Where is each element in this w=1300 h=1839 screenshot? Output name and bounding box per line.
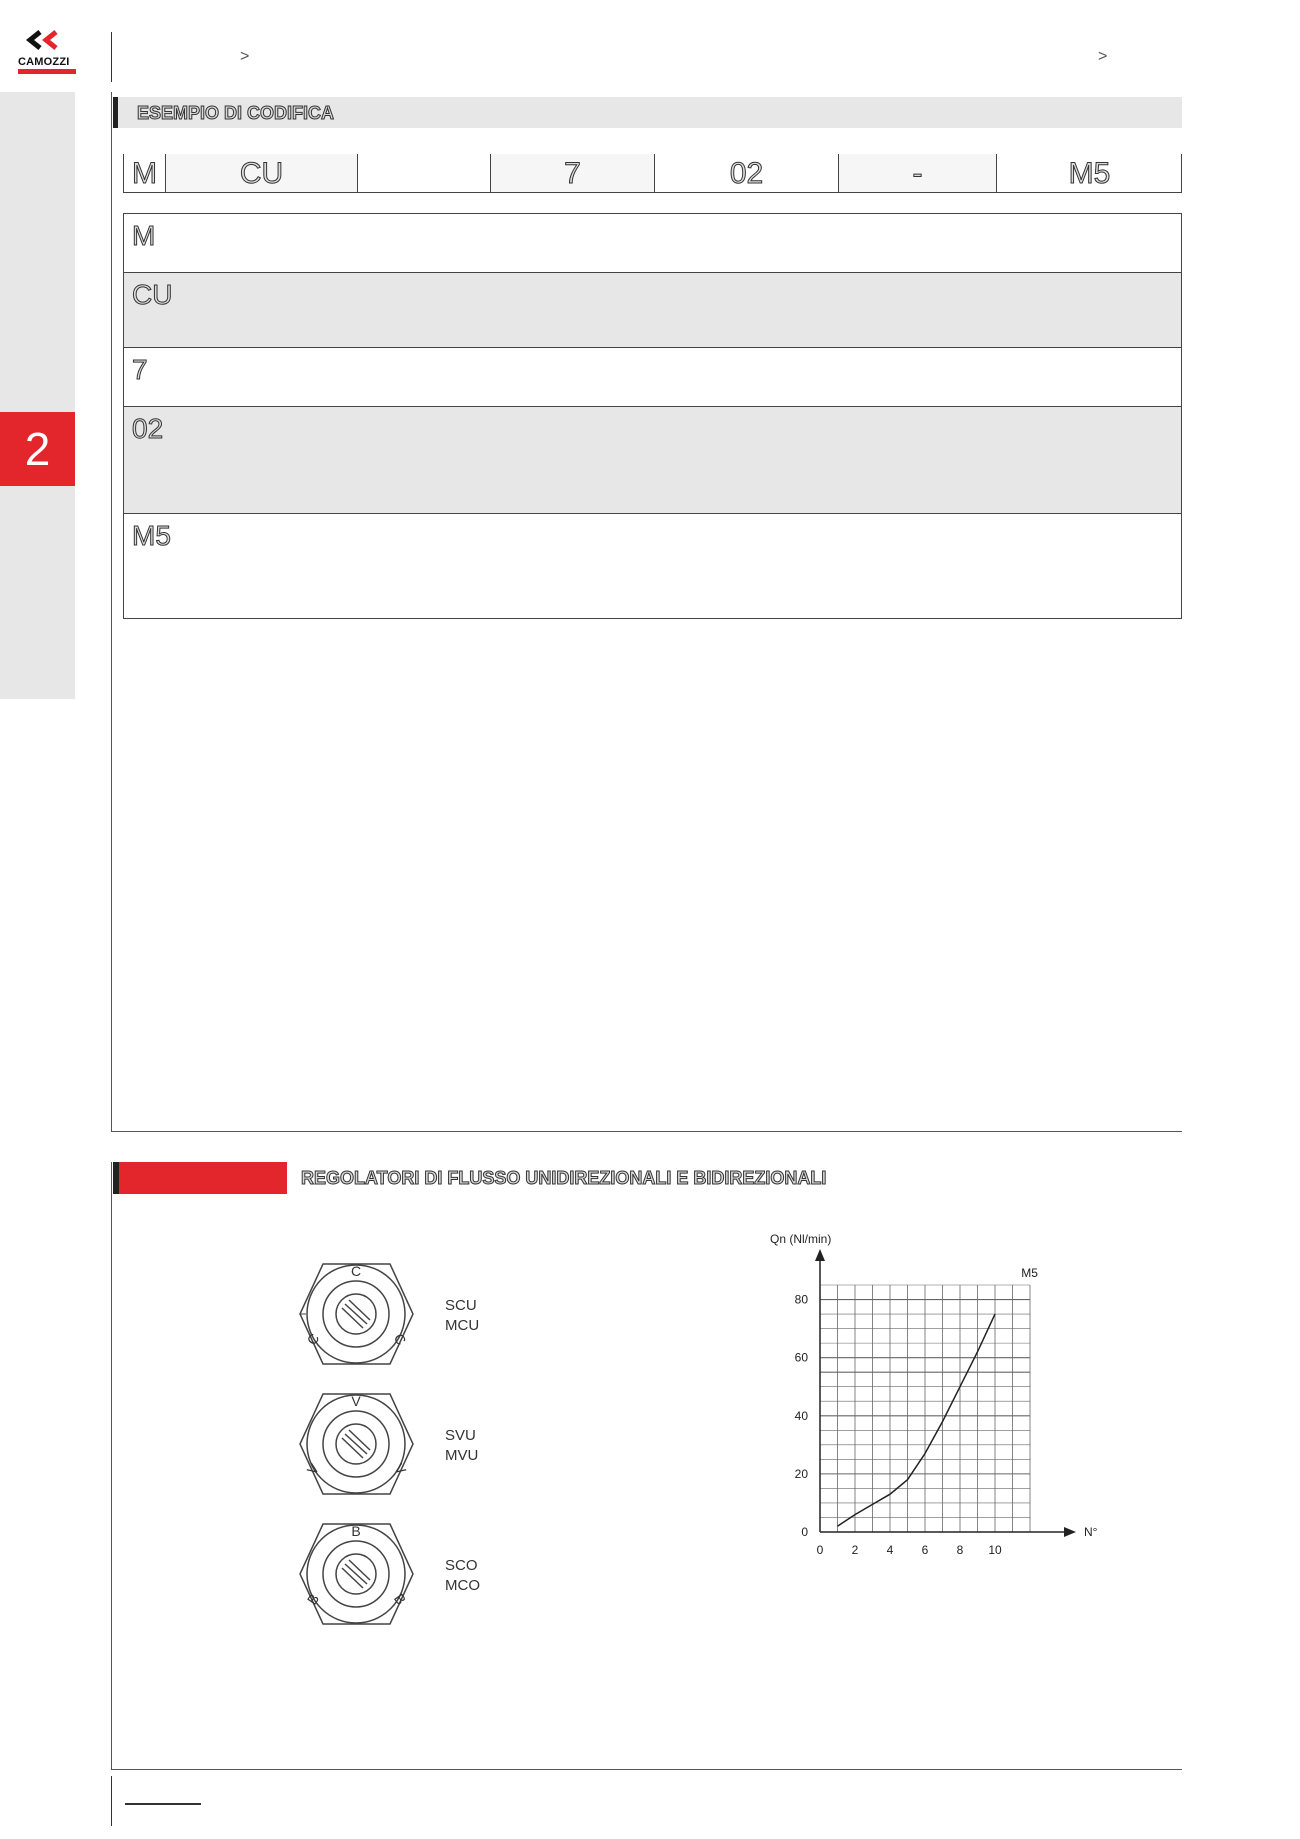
valve-letter: C — [390, 1330, 410, 1348]
section-red-bar — [119, 1162, 287, 1194]
x-axis-arrow-icon — [1064, 1527, 1076, 1537]
valve-model: SCU — [445, 1297, 477, 1314]
valve-model: SVU — [445, 1427, 476, 1444]
code-cell: M5 — [996, 154, 1182, 193]
valve-v-icon — [300, 1393, 478, 1494]
valve-letter: B — [351, 1523, 361, 1539]
chapter-tab[interactable]: 2 — [0, 412, 75, 486]
code-description-table — [123, 213, 1182, 619]
section2-bottom-rule — [111, 1769, 1182, 1770]
valve-model: MVU — [445, 1447, 479, 1464]
valve-letter: B — [303, 1590, 323, 1608]
table-row — [124, 273, 1181, 348]
section-marker — [113, 97, 118, 128]
series-line-m5 — [838, 1314, 996, 1526]
valve-letter: V — [390, 1460, 410, 1478]
valve-model: MCU — [445, 1317, 480, 1334]
brand-name: CAMOZZI — [18, 56, 70, 68]
x-tick-label: 10 — [988, 1543, 1002, 1557]
valve-letter: B — [390, 1590, 410, 1608]
x-axis-label: N° — [1084, 1525, 1098, 1539]
section-title: ESEMPIO DI CODIFICA — [137, 103, 335, 123]
y-tick-label: 40 — [794, 1408, 808, 1423]
y-tick-label: 20 — [794, 1466, 808, 1481]
section1-bottom-rule — [111, 1131, 1182, 1132]
x-tick-label: 6 — [921, 1543, 929, 1557]
x-tick-label: 4 — [886, 1543, 894, 1557]
section-title: REGOLATORI DI FLUSSO UNIDIREZIONALI E BIDIREZIONALI — [301, 1168, 827, 1188]
valve-letter: C — [303, 1330, 323, 1348]
breadcrumb-right[interactable]: > — [1098, 48, 1108, 65]
table-row — [124, 214, 1181, 273]
row-code: 7 — [132, 354, 148, 385]
code-cell: CU — [165, 154, 357, 193]
y-axis-label: Qn (Nl/min) — [770, 1232, 832, 1246]
breadcrumb-left[interactable]: > — [240, 48, 250, 65]
row-code: M — [132, 220, 156, 251]
section2-left-rule — [111, 1162, 112, 1769]
table-row — [124, 514, 1181, 618]
code-cell: 7 — [490, 154, 654, 193]
y-axis-arrow-icon — [815, 1249, 825, 1261]
flow-chart — [760, 1230, 1120, 1650]
code-row-endline — [1181, 154, 1182, 193]
code-example-row — [123, 154, 1182, 193]
code-row-baseline — [123, 192, 1182, 193]
series-label: M5 — [1021, 1266, 1038, 1280]
code-cell: 02 — [654, 154, 838, 193]
code-cell: M — [123, 154, 165, 193]
code-cell — [357, 154, 490, 193]
brand-bar — [18, 69, 76, 74]
code-cell: - — [838, 154, 996, 193]
header-divider — [111, 32, 112, 82]
x-tick-label: 8 — [956, 1543, 964, 1557]
row-code: CU — [132, 279, 173, 310]
valve-c-icon — [300, 1263, 479, 1364]
footer-rule — [125, 1803, 201, 1805]
y-tick-label: 0 — [801, 1525, 808, 1539]
valve-letter: V — [303, 1460, 323, 1478]
chart-grid — [820, 1285, 1030, 1532]
valve-drawings — [290, 1258, 520, 1648]
row-code: 02 — [132, 413, 164, 444]
side-band — [0, 92, 75, 699]
valve-b-icon — [300, 1523, 480, 1624]
table-row — [124, 348, 1181, 407]
row-code: M5 — [132, 520, 171, 551]
valve-letter: V — [351, 1393, 361, 1409]
valve-model: MCO — [445, 1577, 480, 1594]
table-row — [124, 407, 1181, 514]
y-tick-label: 80 — [794, 1292, 808, 1307]
x-tick-label: 2 — [851, 1543, 859, 1557]
valve-letter: C — [350, 1263, 362, 1279]
x-tick-label: 0 — [816, 1543, 824, 1557]
y-tick-label: 60 — [794, 1350, 808, 1365]
valve-model: SCO — [445, 1557, 478, 1574]
section-header-codifica — [113, 97, 1182, 128]
footer-divider — [111, 1776, 112, 1826]
section1-left-rule — [111, 92, 112, 1131]
